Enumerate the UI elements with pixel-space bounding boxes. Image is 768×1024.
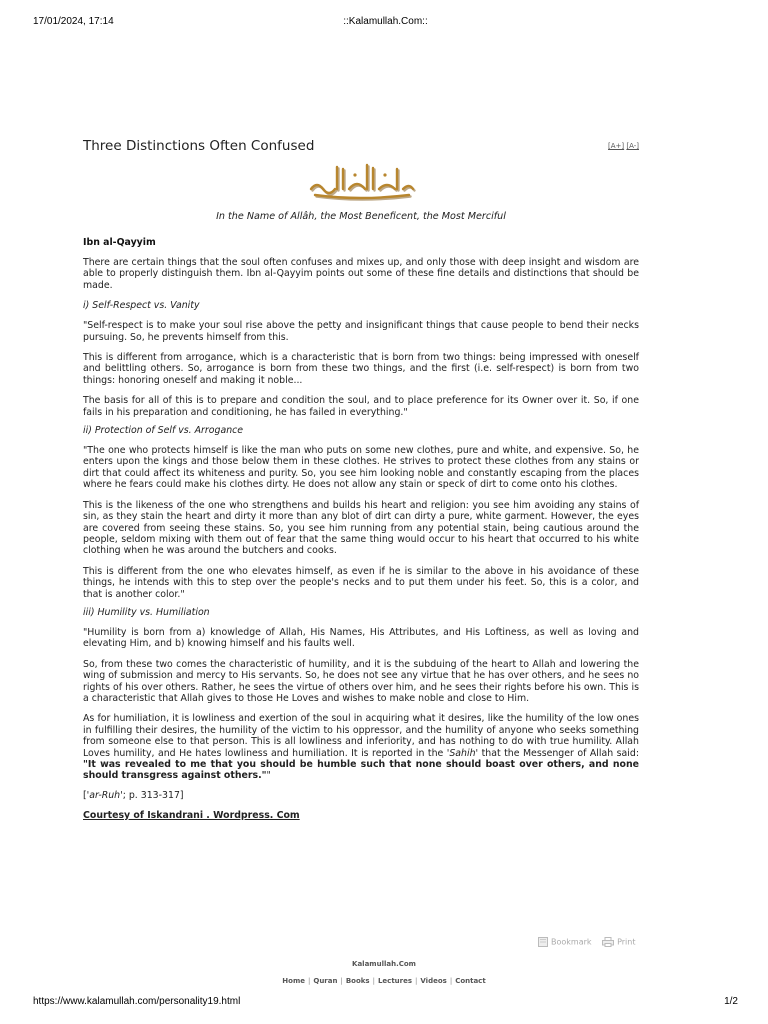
- courtesy-link[interactable]: Courtesy of Iskandrani . Wordpress. Com: [83, 809, 300, 821]
- print-datetime: 17/01/2024, 17:14: [33, 16, 114, 27]
- section-heading-protection: ii) Protection of Self vs. Arrogance: [83, 425, 244, 437]
- source-reference: [83, 790, 639, 801]
- footer-link-quran[interactable]: Quran: [313, 977, 338, 985]
- footer-separator: |: [340, 977, 343, 985]
- paragraph: "Humility is born from a) knowledge of Allah, His Names, His Attributes, and His Loftiness, as well as loving and elevating Him, and b) knowing himself and his faults well.: [83, 626, 639, 650]
- footer-separator: |: [308, 977, 311, 985]
- font-decrease-link[interactable]: [A-]: [626, 142, 639, 150]
- paragraph: "The one who protects himself is like the man who puts on some new clothes, pure and white, and expensive. So, he enters upon the kings and those below them in these clothes. He strives to protect these clothes from any stains or dirt that could affect its whiteness and purity. So, you see him looking noble and constantly escaping from the places where he fears could make his clothes dirty. He does not allow any stain or speck of dirt to come onto his clothes.: [83, 445, 639, 491]
- print-url: https://www.kalamullah.com/personality19.html: [33, 996, 241, 1007]
- footer-nav: [0, 977, 768, 985]
- footer-link-contact[interactable]: Contact: [455, 977, 486, 985]
- sahih-reference: 'Sahih': [446, 747, 479, 759]
- paragraph: So, from these two comes the characteristic of humility, and it is the subduing of the heart to Allah and lowering the wing of submission and mercy to His servants. So, he does not see any virtue that he has over others, and he sees no rights of his over others. Rather, he sees the virtue of others over him, and he sees their rights before his own. This is a characteristic that Allah gives to those He Loves and wishes to make noble and close to Him.: [83, 658, 639, 704]
- text-run: As for humiliation, it is lowliness and exertion of the soul in acquiring what it desires, like the humility of the low ones in fulfilling their desires, the humility of the victim to his oppressor, and the humility of anyone who seeks something from someone else to that person. This is all lowliness and inferiority, and has nothing to do with true humility. Allah Loves humility, and He hates lowliness and humiliation. It is reported in the: [83, 713, 639, 759]
- footer-link-books[interactable]: Books: [345, 977, 370, 985]
- text-run: ": [266, 770, 271, 782]
- hadith-quote: "It was revealed to me that you should be humble such that none should boast over others, and none should transgress against others.": [83, 759, 639, 782]
- bookmark-icon: [538, 937, 548, 947]
- footer-link-lectures[interactable]: Lectures: [377, 977, 413, 985]
- intro-paragraph: There are certain things that the soul often confuses and mixes up, and only those with deep insight and wisdom are able to properly distinguish them. Ibn al-Qayyim points out some of these fine details and distinctions that should be made.: [83, 257, 639, 291]
- paragraph: This is the likeness of the one who strengthens and builds his heart and religion: you see him avoiding any stains of sin, as they stain the heart and dirty it more than any blot of dirt can dirty a pure, white garment. However, the eyes are covered from seeing these stains. So, you see him running from any potential stain, being cautious around the people, seldom mixing with them out of fear that the same thing would occur to his heart that occurred to his white clothing when he was around the butchers and cooks.: [83, 499, 639, 557]
- print-button[interactable]: [602, 937, 635, 947]
- article: [83, 137, 639, 821]
- basmala-calligraphy-image: [305, 159, 417, 203]
- footer-separator: |: [449, 977, 453, 985]
- paragraph: The basis for all of this is to prepare and condition the soul, and to place preference for its Owner over it. So, if one fails in his preparation and conditioning, he has failed in everything.": [83, 395, 639, 418]
- bookmark-button[interactable]: [538, 937, 592, 947]
- text-run: that the Messenger of Allah said:: [478, 747, 639, 759]
- print-icon: [602, 937, 614, 947]
- basmala-translation: In the Name of Allâh, the Most Beneficent, the Most Merciful: [216, 211, 506, 222]
- paragraph-humiliation: [83, 713, 639, 781]
- section-heading-self-respect: i) Self-Respect vs. Vanity: [83, 300, 200, 312]
- section-heading-humility: iii) Humility vs. Humiliation: [83, 606, 210, 618]
- print-page-number: 1/2: [724, 996, 738, 1007]
- paragraph: This is different from the one who elevates himself, as even if he is similar to the above in his avoidance of these things, he intends with this to step over the people's necks and to put them under his feet. So, this is a color, and that is another color.": [83, 565, 639, 600]
- title-row: [83, 137, 639, 159]
- site-footer: [0, 960, 768, 985]
- font-size-controls: [608, 142, 639, 150]
- ref-pages: ; p. 313-317]: [122, 789, 184, 801]
- paragraph: "Self-respect is to make your soul rise above the petty and insignificant things that cause people to bend their necks pursuing. So, he prevents himself from this.: [83, 320, 639, 343]
- footer-separator: |: [415, 977, 418, 985]
- footer-link-videos[interactable]: Videos: [420, 977, 447, 985]
- font-increase-link[interactable]: [A+]: [608, 142, 625, 150]
- page-title: Three Distinctions Often Confused: [83, 138, 315, 154]
- footer-link-home[interactable]: Home: [282, 977, 306, 985]
- footer-separator: |: [372, 977, 375, 985]
- ref-open: [': [83, 789, 90, 801]
- paragraph: This is different from arrogance, which is a characteristic that is born from two things: being impressed with oneself and belittling others. So, arrogance is born from these two things, and the first (i.e. self-respect) is born from two things: honoring oneself and making it noble...: [83, 352, 639, 386]
- ref-source: ar-Ruh': [89, 789, 123, 801]
- print-label: Print: [617, 937, 636, 947]
- footer-brand: Kalamullah.Com: [352, 960, 416, 968]
- author-name: Ibn al-Qayyim: [83, 237, 156, 248]
- page-tools: [538, 937, 643, 947]
- basmala-calligraphy: [83, 159, 639, 203]
- print-site-title: ::Kalamullah.Com::: [343, 16, 428, 27]
- bookmark-label: Bookmark: [551, 937, 592, 947]
